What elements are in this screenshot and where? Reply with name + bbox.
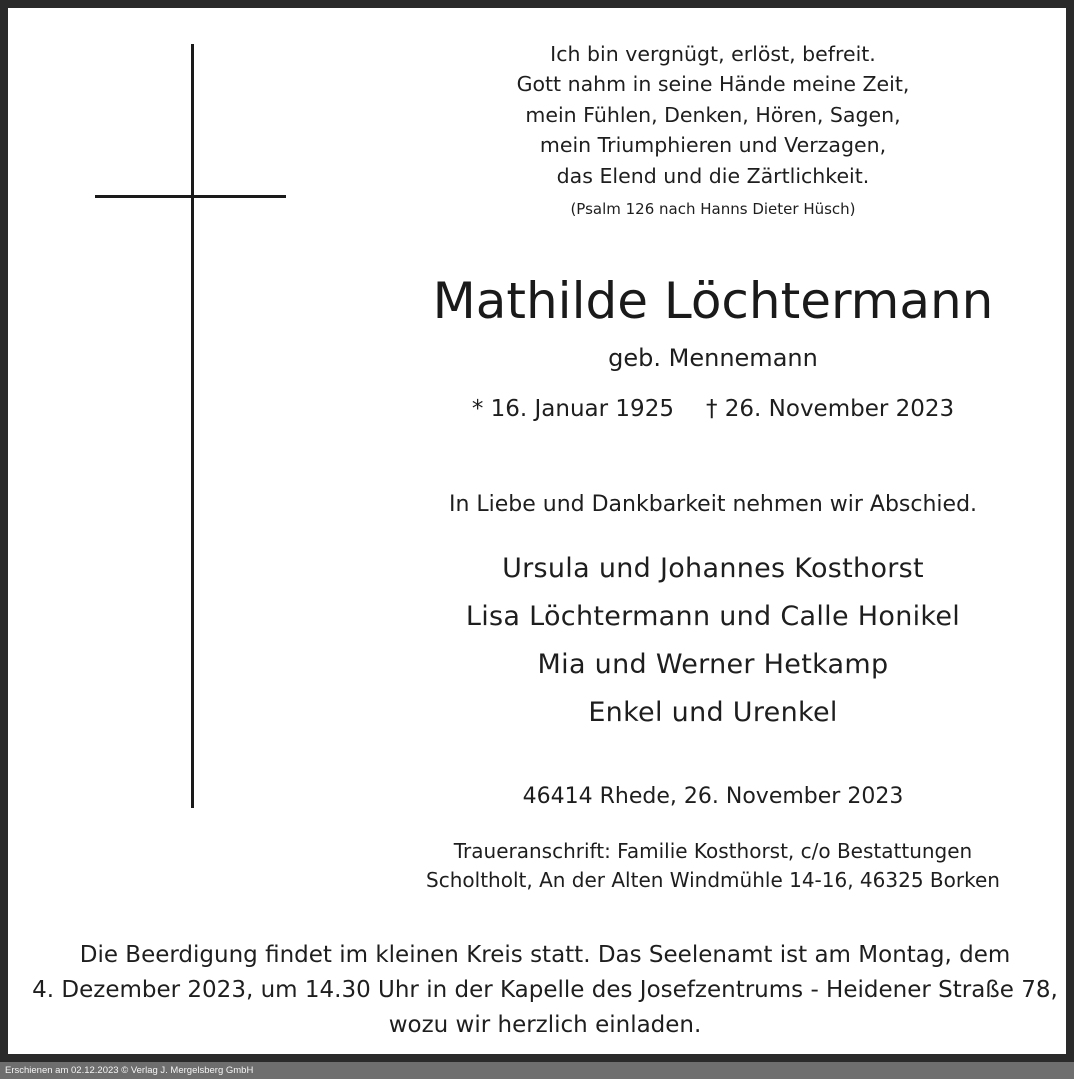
funeral-line: wozu wir herzlich einladen. [388, 1012, 702, 1038]
funeral-line: 4. Dezember 2023, um 14.30 Uhr in der Kapelle des Josefzentrums - Heidener Straße 78, [32, 977, 1058, 1003]
life-dates [413, 392, 1013, 426]
birth-name: geb. Mennemann [608, 344, 818, 372]
place-date: 46414 Rhede, 26. November 2023 [522, 784, 904, 809]
mourner: Ursula und Johannes Kosthorst [502, 553, 924, 584]
cross-icon-horizontal [95, 195, 286, 198]
funeral-line: Die Beerdigung findet im kleinen Kreis statt. Das Seelenamt ist am Montag, dem [79, 942, 1011, 968]
poem-line: Ich bin vergnügt, erlöst, befreit. [550, 42, 876, 66]
mourners-list [413, 545, 1013, 737]
birth-date: * 16. Januar 1925 [471, 396, 674, 422]
mourner: Mia und Werner Hetkamp [537, 649, 889, 680]
poem-line: das Elend und die Zärtlichkeit. [556, 163, 870, 188]
poem-line: mein Fühlen, Denken, Hören, Sagen, [525, 102, 901, 127]
funeral-notice [28, 938, 1062, 1043]
poem [413, 39, 1013, 191]
death-date: † 26. November 2023 [705, 396, 955, 422]
mourner: Enkel und Urenkel [588, 697, 838, 728]
deceased-name: Mathilde Löchtermann [432, 272, 994, 330]
poem-line: mein Triumphieren und Verzagen, [539, 133, 887, 158]
mourner: Lisa Löchtermann und Calle Honikel [465, 601, 961, 632]
mourning-address [413, 837, 1013, 895]
address-line: Scholtholt, An der Alten Windmühle 14-16, 46325 Borken [426, 868, 1000, 892]
poem-line: Gott nahm in seine Hände meine Zeit, [516, 72, 910, 97]
address-line: Traueranschrift: Familie Kosthorst, c/o Bestattungen [453, 839, 973, 863]
publication-footer: Erschienen am 02.12.2023 © Verlag J. Mergelsberg GmbH [0, 1062, 1074, 1079]
poem-source: (Psalm 126 nach Hanns Dieter Hüsch) [570, 200, 856, 218]
cross-icon-vertical [191, 44, 194, 808]
farewell-text: In Liebe und Dankbarkeit nehmen wir Abschied. [448, 492, 978, 517]
